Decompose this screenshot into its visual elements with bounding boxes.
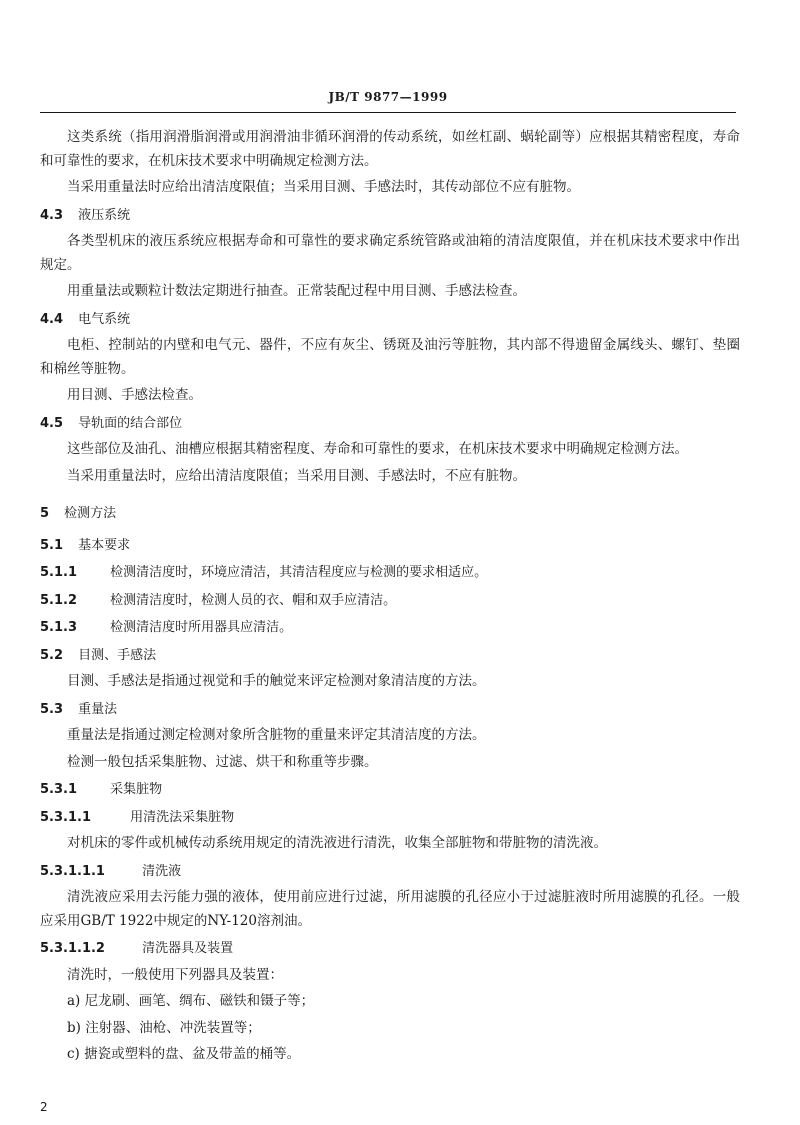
section-4-5-heading <box>40 412 740 436</box>
section-5-1-2 <box>40 589 740 613</box>
section-5-3-1-1-1-paragraph-1: 清洗液应采用去污能力强的液体，使用前应进行过滤，所用滤膜的孔径应小于过滤脏液时所用滤膜的孔径。一般应采用GB/T 1922中规定的NY-120溶剂油。 <box>40 889 740 929</box>
intro-paragraph-1: 这类系统（指用润滑脂润滑或用润滑油非循环润滑的传动系统，如丝杠副、蜗轮副等）应根据其精密程度，寿命和可靠性的要求，在机床技术要求中明确规定检测方法。 <box>40 129 740 169</box>
section-number: 5.1.1 <box>40 565 78 580</box>
list-item: a) 尼龙刷、画笔、绸布、磁铁和镊子等； <box>67 993 315 1009</box>
section-5-3-1-1-2-heading <box>40 937 740 961</box>
section-5-1-1 <box>40 561 740 585</box>
standard-code: JB/T 9877—1999 <box>328 90 448 104</box>
clause-text: 检测清洁度时所用器具应清洁。 <box>110 620 293 635</box>
section-5-3-1-1-1-heading <box>40 860 740 884</box>
header-rule <box>40 112 736 113</box>
section-title: 液压系统 <box>78 207 131 223</box>
section-4-4-paragraph-1: 电柜、控制站的内壁和电气元、器件，不应有灰尘、锈斑及油污等脏物，其内部不得遗留金属线头、螺钉、垫圈和棉丝等脏物。 <box>40 337 740 377</box>
section-title: 采集脏物 <box>110 782 163 797</box>
section-5-3-1-heading <box>40 778 740 802</box>
section-5-2-heading <box>40 644 740 668</box>
section-5-heading <box>40 502 740 526</box>
section-number: 4.3 <box>40 207 64 223</box>
section-title: 重量法 <box>78 701 118 717</box>
section-4-4-paragraph-2: 用目测、手感法检查。 <box>67 387 202 403</box>
list-item: b) 注射器、油枪、冲洗装置等； <box>67 1019 261 1036</box>
section-title: 清洗液 <box>142 863 182 879</box>
section-number: 5.2 <box>40 647 64 663</box>
section-number: 5.3.1.1.2 <box>40 941 105 956</box>
section-5-1-heading <box>40 534 740 558</box>
section-title: 目测、手感法 <box>78 647 157 663</box>
section-number: 5.1.3 <box>40 620 78 635</box>
intro-paragraph-2: 当采用重量法时应给出清洁度限值；当采用目测、手感法时，其传动部位不应有脏物。 <box>67 179 580 195</box>
section-5-3-1-1-paragraph-1: 对机床的零件或机械传动系统用规定的清洗液进行清洗，收集全部脏物和带脏物的清洗液。 <box>67 835 607 851</box>
section-4-5-paragraph-2: 当采用重量法时，应给出清洁度限值；当采用目测、手感法时，不应有脏物。 <box>67 467 526 484</box>
section-title: 电气系统 <box>78 311 131 327</box>
section-number: 5.1.2 <box>40 592 78 608</box>
page-number: 2 <box>40 1100 48 1114</box>
clause-text: 检测清洁度时，检测人员的衣、帽和双手应清洁。 <box>110 592 397 608</box>
section-number: 4.5 <box>40 415 64 431</box>
section-title: 检测方法 <box>64 506 117 521</box>
section-number: 5.3.1 <box>40 782 78 797</box>
section-4-3-paragraph-1: 各类型机床的液压系统应根据寿命和可靠性的要求确定系统管路或油箱的清洁度限值，并在机床技术要求中作出规定。 <box>40 233 740 273</box>
section-5-3-heading <box>40 698 740 722</box>
section-number: 5.1 <box>40 537 64 553</box>
page-header <box>40 90 736 104</box>
section-title: 清洗器具及装置 <box>142 941 234 956</box>
clause-text: 检测清洁度时，环境应清洁，其清洁程度应与检测的要求相适应。 <box>110 565 488 580</box>
section-number: 5 <box>40 506 50 521</box>
section-number: 5.3.1.1.1 <box>40 863 105 879</box>
section-5-3-paragraph-1: 重量法是指通过测定检测对象所含脏物的重量来评定其清洁度的方法。 <box>67 727 486 743</box>
list-item: c) 搪瓷或塑料的盘、盆及带盖的桶等。 <box>67 1046 301 1062</box>
document-body <box>40 126 740 1070</box>
section-title: 导轨面的结合部位 <box>78 415 183 431</box>
section-5-1-3 <box>40 616 740 640</box>
section-title: 基本要求 <box>78 537 131 553</box>
section-5-3-1-1-2-paragraph-1: 清洗时，一般使用下列器具及装置： <box>67 966 283 983</box>
section-number: 4.4 <box>40 311 64 327</box>
section-5-3-1-1-heading <box>40 806 740 830</box>
section-5-2-paragraph-1: 目测、手感法是指通过视觉和手的触觉来评定检测对象清洁度的方法。 <box>67 673 486 689</box>
section-number: 5.3 <box>40 701 64 717</box>
section-4-3-paragraph-2: 用重量法或颗粒计数法定期进行抽查。正常装配过程中用目测、手感法检查。 <box>67 283 526 299</box>
section-5-3-paragraph-2: 检测一般包括采集脏物、过滤、烘干和称重等步骤。 <box>67 753 378 770</box>
section-number: 5.3.1.1 <box>40 809 91 825</box>
section-title: 用清洗法采集脏物 <box>130 809 235 825</box>
section-4-5-paragraph-1: 这些部位及油孔、油槽应根据其精密程度、寿命和可靠性的要求，在机床技术要求中明确规定检测方法。 <box>67 441 688 457</box>
section-4-4-heading <box>40 308 740 332</box>
section-4-3-heading <box>40 204 740 228</box>
